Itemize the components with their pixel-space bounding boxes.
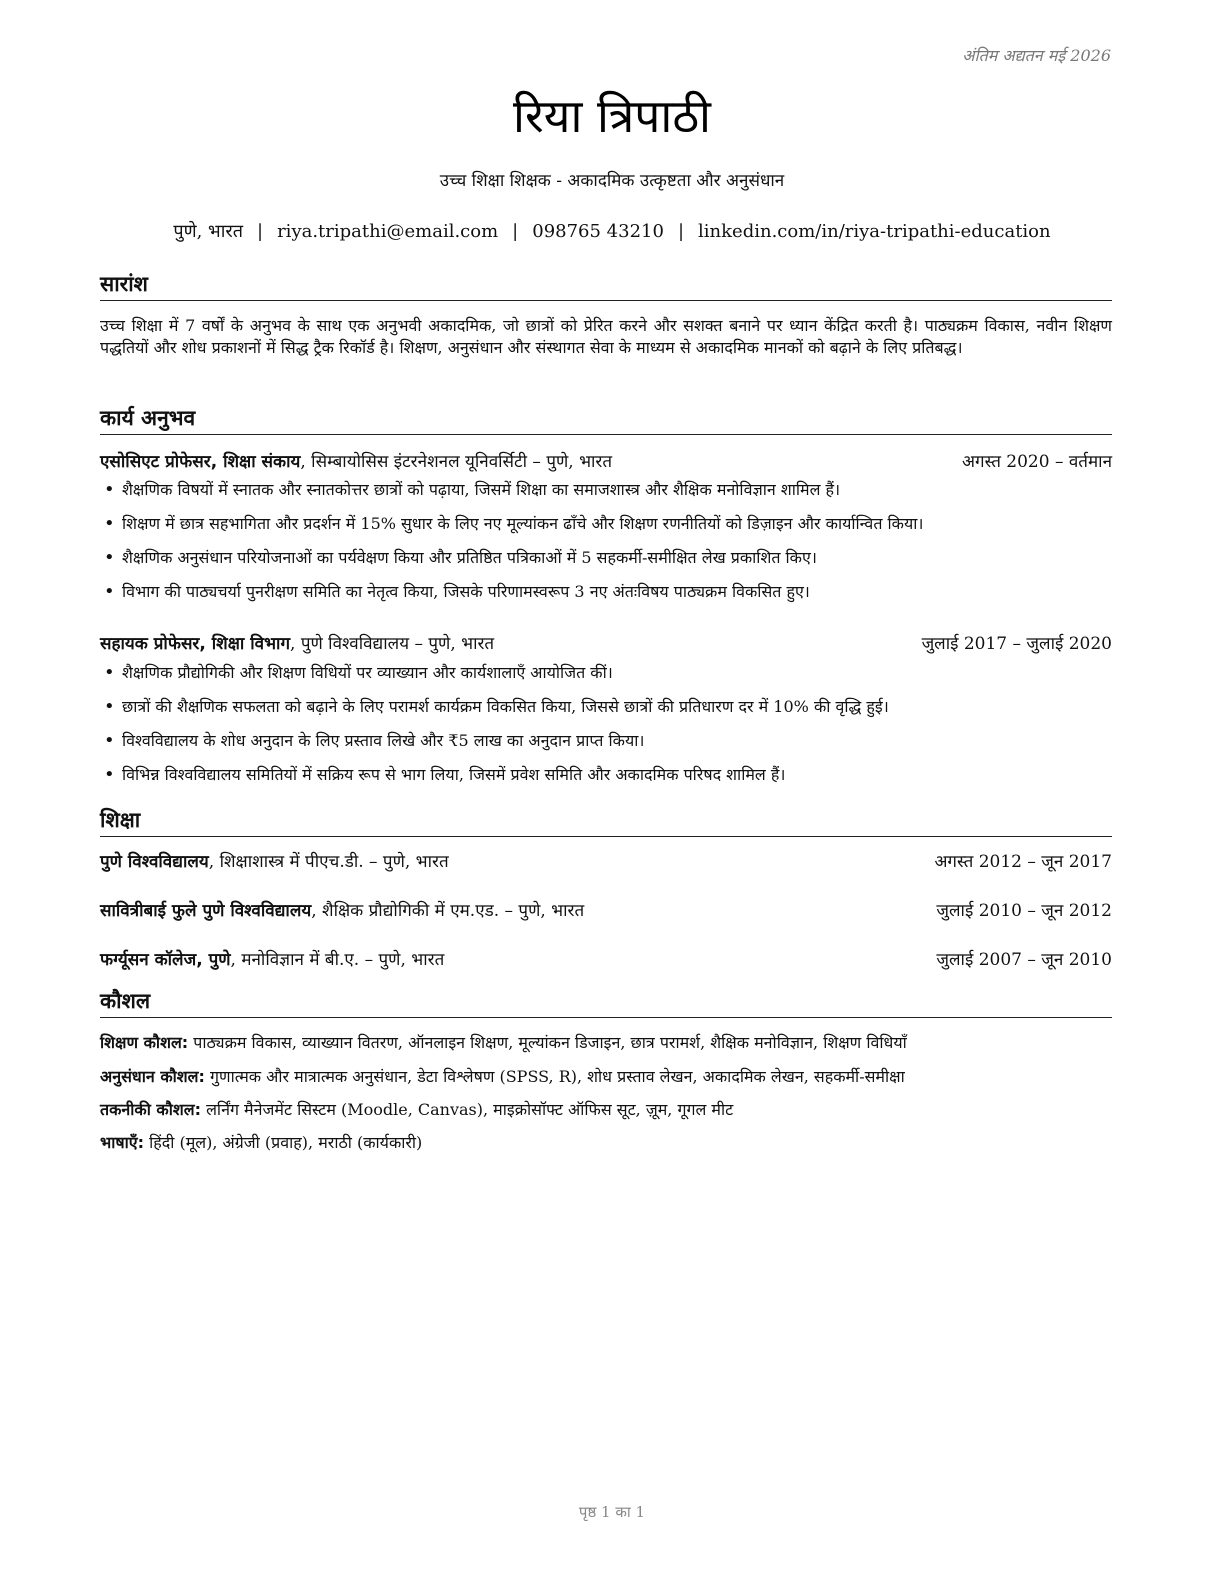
school-name: फर्ग्यूसन कॉलेज, पुणे xyxy=(100,950,231,970)
skill-value: गुणात्मक और मात्रात्मक अनुसंधान, डेटा विश्लेषण (SPSS, R), शोध प्रस्ताव लेखन, अकादमिक लेखन, सहकर्मी-समीक्षा xyxy=(204,1067,905,1086)
job-org: , सिम्बायोसिस इंटरनेशनल यूनिवर्सिटी – पुणे, भारत xyxy=(300,452,613,472)
job-header xyxy=(100,631,1112,654)
education-item xyxy=(100,898,1112,921)
skill-value: हिंदी (मूल), अंग्रेजी (प्रवाह), मराठी (कार्यकारी) xyxy=(144,1133,423,1152)
skill-line xyxy=(100,1031,1112,1053)
job-title-line xyxy=(100,631,494,654)
education-item xyxy=(100,947,1112,970)
education-item xyxy=(100,849,1112,872)
job-title-line xyxy=(100,449,612,472)
summary-text: उच्च शिक्षा में 7 वर्षों के अनुभव के साथ एक अनुभवी अकादमिक, जो छात्रों को प्रेरित करने और सशक्त बनाने पर ध्यान केंद्रित करती है। पाठ्यक्रम विकास, नवीन शिक्षण पद्धतियों और शोध प्रकाशनों में सिद्ध ट्रैक रिकॉर्ड है। शिक्षण, अनुसंधान और संस्थागत सेवा के माध्यम से अकादमिक मानकों को बढ़ाने के लिए प्रतिबद्ध। xyxy=(100,316,1112,357)
education-line xyxy=(100,898,584,921)
contact-line xyxy=(0,219,1224,243)
job-bullet: • शैक्षणिक विषयों में स्नातक और स्नातकोत्तर छात्रों को पढ़ाया, जिसमें शिक्षा का समाजशास्त्र और शैक्षिक मनोविज्ञान शामिल हैं। xyxy=(104,478,1104,500)
education-dates: अगस्त 2012 – जून 2017 xyxy=(934,852,1112,872)
last-updated: अंतिम अद्यतन मई 2026 xyxy=(962,46,1111,65)
section-heading-education: शिक्षा xyxy=(100,806,1112,837)
school-name: सावित्रीबाई फुले पुणे विश्वविद्यालय xyxy=(100,901,312,921)
degree-detail: , शिक्षाशास्त्र में पीएच.डी. – पुणे, भारत xyxy=(208,852,449,872)
job-bullet: • विभाग की पाठ्यचर्या पुनरीक्षण समिति का नेतृत्व किया, जिसके परिणामस्वरूप 3 नए अंतःविषय पाठ्यक्रम विकसित हुए। xyxy=(104,580,1104,602)
skill-label: शिक्षण कौशल: xyxy=(100,1033,189,1052)
job-bullet: • छात्रों की शैक्षणिक सफलता को बढ़ाने के लिए परामर्श कार्यक्रम विकसित किया, जिससे छात्रों की प्रतिधारण दर में 10% की वृद्धि हुई। xyxy=(104,695,1104,717)
education-line xyxy=(100,947,444,970)
skill-line xyxy=(100,1065,1112,1087)
phone: 098765 43210 xyxy=(532,221,664,242)
section-heading-summary: सारांश xyxy=(100,270,1112,301)
education-line xyxy=(100,849,449,872)
section-heading-experience: कार्य अनुभव xyxy=(100,404,1112,435)
skill-label: भाषाएँ: xyxy=(100,1133,145,1152)
degree-detail: , मनोविज्ञान में बी.ए. – पुणे, भारत xyxy=(230,950,445,970)
job-bullet: • विभिन्न विश्वविद्यालय समितियों में सक्रिय रूप से भाग लिया, जिसमें प्रवेश समिति और अकादमिक परिषद शामिल हैं। xyxy=(104,763,1104,785)
job-bullet: • शिक्षण में छात्र सहभागिता और प्रदर्शन में 15% सुधार के लिए नए मूल्यांकन ढाँचे और शिक्षण रणनीतियों को डिज़ाइन और कार्यान्वित किया। xyxy=(104,512,1104,534)
education-dates: जुलाई 2007 – जून 2010 xyxy=(936,950,1112,970)
job-title: एसोसिएट प्रोफेसर, शिक्षा संकाय xyxy=(100,452,301,472)
skill-value: पाठ्यक्रम विकास, व्याख्यान वितरण, ऑनलाइन शिक्षण, मूल्यांकन डिजाइन, छात्र परामर्श, शैक्षिक मनोविज्ञान, शिक्षण विधियाँ xyxy=(188,1033,907,1052)
job-title: सहायक प्रोफेसर, शिक्षा विभाग xyxy=(100,634,291,654)
tagline: उच्च शिक्षा शिक्षक - अकादमिक उत्कृष्टता और अनुसंधान xyxy=(439,171,785,191)
separator: | xyxy=(257,221,264,242)
job-bullet: • विश्वविद्यालय के शोध अनुदान के लिए प्रस्ताव लिखे और ₹5 लाख का अनुदान प्राप्त किया। xyxy=(104,729,1104,751)
job-bullet: • शैक्षणिक अनुसंधान परियोजनाओं का पर्यवेक्षण किया और प्रतिष्ठित पत्रिकाओं में 5 सहकर्मी-समीक्षित लेख प्रकाशित किए। xyxy=(104,546,1104,568)
job-dates: अगस्त 2020 – वर्तमान xyxy=(962,452,1112,472)
candidate-name: रिया त्रिपाठी xyxy=(513,89,711,143)
job-dates: जुलाई 2017 – जुलाई 2020 xyxy=(921,634,1112,654)
location: पुणे, भारत xyxy=(173,221,243,242)
job-header xyxy=(100,449,1112,472)
skill-label: तकनीकी कौशल: xyxy=(100,1100,201,1119)
skill-label: अनुसंधान कौशल: xyxy=(100,1067,205,1086)
skill-line xyxy=(100,1131,1112,1153)
email-link[interactable]: riya.tripathi@email.com xyxy=(277,221,499,242)
education-dates: जुलाई 2010 – जून 2012 xyxy=(936,901,1112,921)
degree-detail: , शैक्षिक प्रौद्योगिकी में एम.एड. – पुणे, भारत xyxy=(311,901,585,921)
separator: | xyxy=(512,221,519,242)
page-number: पृष्ठ 1 का 1 xyxy=(578,1503,646,1521)
skill-line xyxy=(100,1098,1112,1120)
school-name: पुणे विश्वविद्यालय xyxy=(100,852,209,872)
skill-value: लर्निंग मैनेजमेंट सिस्टम (Moodle, Canvas), माइक्रोसॉफ्ट ऑफिस सूट, ज़ूम, गूगल मीट xyxy=(201,1100,734,1119)
job-bullet: • शैक्षणिक प्रौद्योगिकी और शिक्षण विधियों पर व्याख्यान और कार्यशालाएँ आयोजित कीं। xyxy=(104,661,1104,683)
linkedin-link[interactable]: linkedin.com/in/riya-tripathi-education xyxy=(698,221,1051,242)
section-heading-skills: कौशल xyxy=(100,987,1112,1018)
job-org: , पुणे विश्वविद्यालय – पुणे, भारत xyxy=(290,634,495,654)
separator: | xyxy=(677,221,685,242)
